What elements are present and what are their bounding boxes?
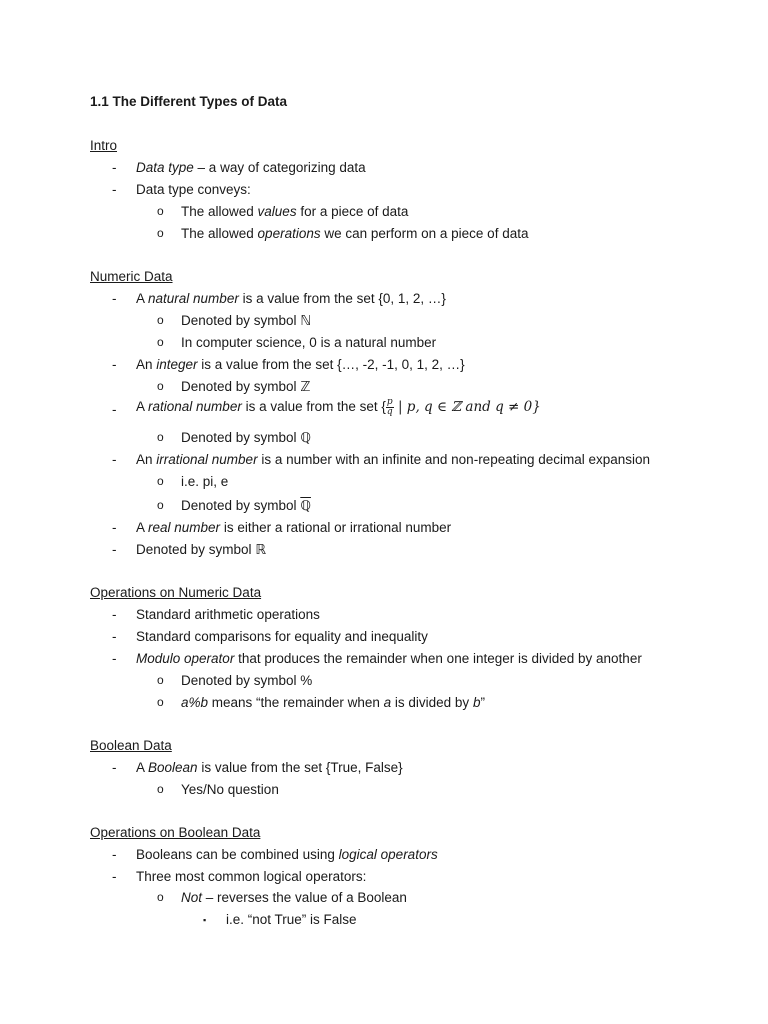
section-heading-numeric-data: Numeric Data — [90, 269, 173, 284]
dash-bullet: - — [112, 182, 117, 197]
square-bullet: ▪ — [203, 915, 207, 925]
list-item-data-type-conveys: Data type conveys: — [136, 182, 251, 197]
integers-symbol: ℤ — [300, 379, 311, 395]
list-item-comparisons: Standard comparisons for equality and inequality — [136, 629, 428, 644]
list-item-integer: An integer is a value from the set {…, -2, -1, 0, 1, 2, …} — [136, 357, 465, 372]
list-item-common-operators: Three most common logical operators: — [136, 869, 367, 884]
list-item-data-type: Data type – a way of categorizing data — [136, 160, 366, 175]
irrationals-symbol: ℚ — [300, 498, 311, 514]
dash-bullet: - — [112, 452, 117, 467]
page-title: 1.1 The Different Types of Data — [90, 94, 288, 109]
circle-bullet: o — [157, 673, 164, 687]
dash-bullet: - — [112, 760, 117, 775]
reals-symbol: ℝ — [255, 542, 267, 558]
circle-bullet: o — [157, 782, 164, 796]
sub-item-rational-symbol: Denoted by symbol ℚ — [181, 430, 311, 446]
dash-bullet: - — [112, 607, 117, 622]
section-heading-boolean-data: Boolean Data — [90, 738, 172, 753]
circle-bullet: o — [157, 313, 164, 327]
sub-item-operations: The allowed operations we can perform on a piece of data — [181, 226, 529, 241]
sub-item-integer-symbol: Denoted by symbol ℤ — [181, 379, 311, 395]
circle-bullet: o — [157, 695, 164, 709]
circle-bullet: o — [157, 335, 164, 349]
circle-bullet: o — [157, 430, 164, 444]
list-item-rational-number: A rational number is a value from the set { $\frac{p}{q}$ | p, q ∈ ℤ and q ≠ 0} — [136, 397, 541, 417]
sub-item-modulo-symbol: Denoted by symbol % — [181, 673, 313, 688]
rationals-symbol: ℚ — [300, 430, 311, 446]
list-item-irrational-number: An irrational number is a number with an infinite and non-repeating decimal expansion — [136, 452, 651, 467]
dash-bullet: - — [112, 291, 117, 306]
list-item-real-symbol: Denoted by symbol ℝ — [136, 542, 267, 558]
list-item-real-number: A real number is either a rational or irrational number — [136, 520, 452, 535]
dash-bullet: - — [112, 402, 117, 417]
sub-item-values: The allowed values for a piece of data — [181, 204, 409, 219]
section-heading-operations-boolean: Operations on Boolean Data — [90, 825, 261, 840]
sub-item-natural-symbol: Denoted by symbol ℕ — [181, 313, 312, 329]
sub-item-natural-cs: In computer science, 0 is a natural number — [181, 335, 437, 350]
dash-bullet: - — [112, 520, 117, 535]
dash-bullet: - — [112, 869, 117, 884]
dash-bullet: - — [112, 542, 117, 557]
circle-bullet: o — [157, 890, 164, 904]
sub-item-irrational-symbol: Denoted by symbol ℚ — [181, 498, 311, 514]
circle-bullet: o — [157, 474, 164, 488]
section-heading-operations-numeric: Operations on Numeric Data — [90, 585, 262, 600]
section-heading-intro: Intro — [90, 138, 118, 153]
sub-item-irrational-examples: i.e. pi, e — [181, 474, 229, 489]
list-item-natural-number: A natural number is a value from the set {0, 1, 2, …} — [136, 291, 446, 306]
circle-bullet: o — [157, 204, 164, 218]
circle-bullet: o — [157, 498, 164, 512]
dash-bullet: - — [112, 629, 117, 644]
sub-item-modulo-meaning: a%b means “the remainder when a is divided by b” — [181, 695, 485, 710]
dash-bullet: - — [112, 160, 117, 175]
dash-bullet: - — [112, 847, 117, 862]
sub-item-not-operator: Not – reverses the value of a Boolean — [181, 890, 407, 905]
dash-bullet: - — [112, 651, 117, 666]
dash-bullet: - — [112, 357, 117, 372]
list-item-boolean: A Boolean is value from the set {True, False} — [136, 760, 403, 775]
list-item-modulo: Modulo operator that produces the remainder when one integer is divided by another — [136, 651, 642, 666]
naturals-symbol: ℕ — [300, 313, 312, 329]
fraction-p-over-q: $\frac{p}{q}$ — [386, 397, 393, 417]
circle-bullet: o — [157, 379, 164, 393]
circle-bullet: o — [157, 226, 164, 240]
list-item-logical-operators: Booleans can be combined using logical operators — [136, 847, 438, 862]
sub-sub-item-not-example: i.e. “not True” is False — [226, 912, 357, 927]
sub-item-yes-no: Yes/No question — [181, 782, 279, 797]
list-item-arithmetic: Standard arithmetic operations — [136, 607, 320, 622]
